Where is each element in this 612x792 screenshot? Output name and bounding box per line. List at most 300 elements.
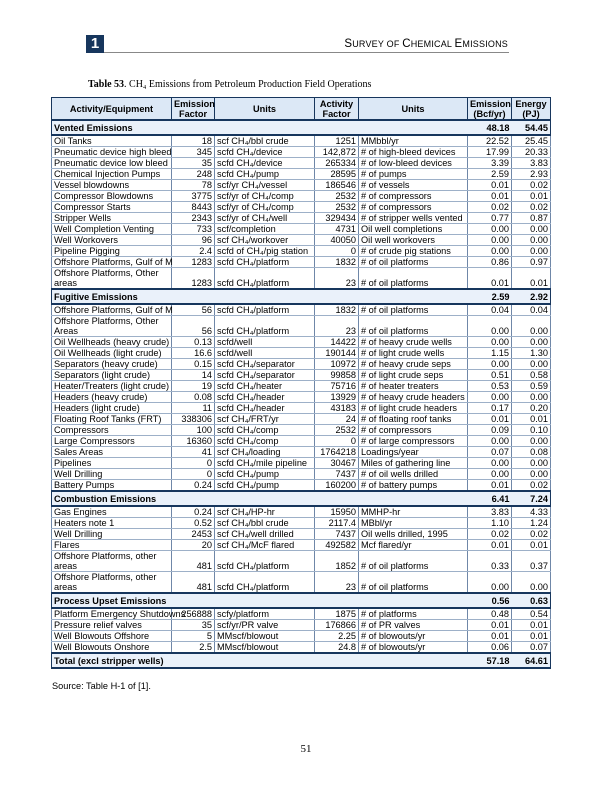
activity-cell: Heaters note 1	[52, 518, 172, 529]
energy-pj-cell: 0.00	[512, 246, 551, 257]
emission-factor-cell: 11	[172, 403, 215, 414]
table-row	[52, 359, 551, 370]
table-row	[52, 620, 551, 631]
activity-factor-cell: 1764218	[315, 447, 359, 458]
table-row	[52, 348, 551, 359]
emission-factor-cell: 0.52	[172, 518, 215, 529]
table-row	[52, 631, 551, 642]
energy-pj-cell: 0.97	[512, 257, 551, 268]
activity-cell: Pipelines	[52, 458, 172, 469]
activity-cell: Separators (heavy crude)	[52, 359, 172, 370]
emission-bcf-cell: 0.01	[468, 480, 512, 492]
energy-pj-cell: 0.08	[512, 447, 551, 458]
activity-factor-units-cell: # of heavy crude seps	[359, 359, 468, 370]
table-caption-label: Table 53	[88, 79, 125, 90]
activity-factor-cell: 13929	[315, 392, 359, 403]
emission-factor-units-cell: scfd CH₄/platform	[215, 304, 315, 316]
emission-factor-units-cell: scf CH₄/well drilled	[215, 529, 315, 540]
table-row	[52, 268, 551, 290]
column-header: Energy (PJ)	[512, 98, 551, 121]
activity-factor-units-cell: # of oil platforms	[359, 257, 468, 268]
column-header: Emission (Bcf/yr)	[468, 98, 512, 121]
running-title-part: E	[454, 38, 463, 50]
page-number: 51	[300, 743, 312, 755]
emission-factor-cell: 20	[172, 540, 215, 551]
emission-factor-cell: 16360	[172, 436, 215, 447]
table-row	[52, 392, 551, 403]
total-row	[52, 653, 551, 668]
section-label: Combustion Emissions	[52, 491, 468, 506]
emission-factor-cell: 3775	[172, 191, 215, 202]
activity-factor-units-cell: # of light crude headers	[359, 403, 468, 414]
emission-bcf-cell: 0.02	[468, 529, 512, 540]
activity-cell: Offshore Platforms, other areas	[52, 551, 172, 572]
emission-bcf-cell: 3.39	[468, 158, 512, 169]
emission-factor-units-cell: scf/yr CH₄/vessel	[215, 180, 315, 191]
activity-factor-cell: 30467	[315, 458, 359, 469]
energy-pj-cell: 0.00	[512, 224, 551, 235]
activity-factor-units-cell: # of heater treaters	[359, 381, 468, 392]
emission-bcf-cell: 1.15	[468, 348, 512, 359]
running-title	[344, 38, 508, 50]
energy-pj-cell: 1.30	[512, 348, 551, 359]
section-label: Total (excl stripper wells)	[52, 653, 468, 668]
emission-factor-cell: 481	[172, 551, 215, 572]
activity-factor-units-cell: # of vessels	[359, 180, 468, 191]
activity-cell: Offshore Platforms, other areas	[52, 572, 172, 594]
activity-factor-units-cell: # of low-bleed devices	[359, 158, 468, 169]
activity-factor-cell: 186546	[315, 180, 359, 191]
activity-factor-cell: 1832	[315, 257, 359, 268]
emission-bcf-cell: 0.00	[468, 458, 512, 469]
energy-pj-cell: 0.00	[512, 235, 551, 246]
emission-bcf-cell: 0.00	[468, 337, 512, 348]
emission-factor-cell: 0.13	[172, 337, 215, 348]
emission-factor-units-cell: scfd of CH₄/pig station	[215, 246, 315, 257]
running-title-part: URVEY OF	[352, 39, 403, 49]
table-row	[52, 246, 551, 257]
emission-factor-units-cell: scf CH₄/bbl crude	[215, 135, 315, 147]
activity-factor-units-cell: # of oil platforms	[359, 268, 468, 290]
table-row	[52, 551, 551, 572]
table-row	[52, 436, 551, 447]
section-energy-total: 7.24	[512, 491, 551, 506]
activity-cell: Offshore Platforms, Other areas	[52, 268, 172, 290]
emission-factor-cell: 0.24	[172, 480, 215, 492]
energy-pj-cell: 20.33	[512, 147, 551, 158]
emission-factor-units-cell: MMscf/blowout	[215, 642, 315, 654]
emission-bcf-cell: 0.51	[468, 370, 512, 381]
emission-bcf-cell: 0.01	[468, 414, 512, 425]
activity-factor-cell: 2.25	[315, 631, 359, 642]
activity-factor-cell: 99858	[315, 370, 359, 381]
emission-bcf-cell: 17.99	[468, 147, 512, 158]
emission-bcf-cell: 0.00	[468, 359, 512, 370]
emission-factor-cell: 481	[172, 572, 215, 594]
activity-factor-units-cell: # of heavy crude headers	[359, 392, 468, 403]
column-header: Units	[215, 98, 315, 121]
energy-pj-cell: 0.02	[512, 480, 551, 492]
energy-pj-cell: 0.00	[512, 458, 551, 469]
table-row	[52, 202, 551, 213]
emission-bcf-cell: 0.00	[468, 436, 512, 447]
section-emission-total: 6.41	[468, 491, 512, 506]
emission-factor-cell: 56	[172, 316, 215, 337]
table-row	[52, 213, 551, 224]
emission-bcf-cell: 0.01	[468, 180, 512, 191]
activity-factor-units-cell: # of large compressors	[359, 436, 468, 447]
section-emission-total: 0.56	[468, 593, 512, 608]
activity-cell: Battery Pumps	[52, 480, 172, 492]
emission-factor-cell: 2.5	[172, 642, 215, 654]
activity-cell: Well Workovers	[52, 235, 172, 246]
activity-cell: Pneumatic device low bleed	[52, 158, 172, 169]
table-caption	[88, 79, 371, 90]
activity-cell: Chemical Injection Pumps	[52, 169, 172, 180]
emission-factor-units-cell: scfd CH₄/separator	[215, 359, 315, 370]
emission-bcf-cell: 0.01	[468, 540, 512, 551]
energy-pj-cell: 0.87	[512, 213, 551, 224]
activity-cell: Platform Emergency Shutdowns	[52, 608, 172, 620]
emission-factor-units-cell: scfd/well	[215, 337, 315, 348]
table-row	[52, 540, 551, 551]
emission-bcf-cell: 0.01	[468, 268, 512, 290]
activity-factor-cell: 40050	[315, 235, 359, 246]
emission-factor-cell: 96	[172, 235, 215, 246]
header-rule	[104, 52, 509, 53]
table-row	[52, 572, 551, 594]
activity-factor-cell: 23	[315, 572, 359, 594]
section-energy-total: 64.61	[512, 653, 551, 668]
energy-pj-cell: 25.45	[512, 135, 551, 147]
emission-factor-cell: 18	[172, 135, 215, 147]
emission-factor-units-cell: scf CH₄/HP-hr	[215, 506, 315, 518]
emission-factor-cell: 0.08	[172, 392, 215, 403]
table-row	[52, 480, 551, 492]
activity-factor-units-cell: # of oil platforms	[359, 572, 468, 594]
emission-factor-cell: 345	[172, 147, 215, 158]
activity-cell: Well Blowouts Offshore	[52, 631, 172, 642]
energy-pj-cell: 0.01	[512, 620, 551, 631]
section-label: Process Upset Emissions	[52, 593, 468, 608]
activity-factor-cell: 160200	[315, 480, 359, 492]
energy-pj-cell: 0.20	[512, 403, 551, 414]
emission-bcf-cell: 0.01	[468, 191, 512, 202]
activity-factor-cell: 1852	[315, 551, 359, 572]
emission-factor-units-cell: scf/yr/PR valve	[215, 620, 315, 631]
activity-factor-cell: 14422	[315, 337, 359, 348]
emission-factor-cell: 0.15	[172, 359, 215, 370]
activity-factor-cell: 4731	[315, 224, 359, 235]
activity-factor-units-cell: # of oil platforms	[359, 316, 468, 337]
activity-cell: Gas Engines	[52, 506, 172, 518]
emission-bcf-cell: 0.02	[468, 202, 512, 213]
chapter-number-badge: 1	[86, 35, 104, 53]
emission-factor-cell: 5	[172, 631, 215, 642]
table-row	[52, 381, 551, 392]
emission-factor-units-cell: scf CH₄/McF flared	[215, 540, 315, 551]
energy-pj-cell: 0.10	[512, 425, 551, 436]
activity-factor-units-cell: # of battery pumps	[359, 480, 468, 492]
activity-cell: Pressure relief valves	[52, 620, 172, 631]
emission-bcf-cell: 0.01	[468, 620, 512, 631]
table-row	[52, 180, 551, 191]
emission-factor-units-cell: scf CH₄/bbl crude	[215, 518, 315, 529]
emission-factor-cell: 8443	[172, 202, 215, 213]
activity-cell: Well Blowouts Onshore	[52, 642, 172, 654]
activity-factor-units-cell: MMbbl/yr	[359, 135, 468, 147]
table-row	[52, 304, 551, 316]
energy-pj-cell: 0.00	[512, 392, 551, 403]
emission-factor-units-cell: scfd CH₄/mile pipeline	[215, 458, 315, 469]
section-header-row	[52, 491, 551, 506]
emission-factor-units-cell: scfd CH₄/platform	[215, 572, 315, 594]
energy-pj-cell: 0.04	[512, 304, 551, 316]
activity-cell: Compressor Blowdowns	[52, 191, 172, 202]
energy-pj-cell: 0.02	[512, 180, 551, 191]
activity-factor-units-cell: # of blowouts/yr	[359, 631, 468, 642]
emission-factor-units-cell: scfd CH₄/header	[215, 403, 315, 414]
table-row	[52, 235, 551, 246]
activity-factor-cell: 28595	[315, 169, 359, 180]
emission-bcf-cell: 1.10	[468, 518, 512, 529]
activity-factor-cell: 492582	[315, 540, 359, 551]
activity-cell: Offshore Platforms, Gulf of M	[52, 257, 172, 268]
section-energy-total: 54.45	[512, 120, 551, 135]
emission-factor-units-cell: scfy/platform	[215, 608, 315, 620]
activity-cell: Offshore Platforms, Gulf of M	[52, 304, 172, 316]
emission-factor-cell: 256888	[172, 608, 215, 620]
emission-factor-cell: 0	[172, 469, 215, 480]
table-row	[52, 414, 551, 425]
emission-factor-cell: 2343	[172, 213, 215, 224]
table-row	[52, 425, 551, 436]
activity-factor-cell: 265334	[315, 158, 359, 169]
emission-factor-cell: 78	[172, 180, 215, 191]
table-row	[52, 447, 551, 458]
emission-bcf-cell: 0.77	[468, 213, 512, 224]
emission-bcf-cell: 0.00	[468, 246, 512, 257]
table-row	[52, 642, 551, 654]
activity-factor-cell: 10972	[315, 359, 359, 370]
activity-factor-units-cell: # of oil platforms	[359, 304, 468, 316]
energy-pj-cell: 0.58	[512, 370, 551, 381]
activity-cell: Compressor Starts	[52, 202, 172, 213]
activity-factor-units-cell: Loadings/year	[359, 447, 468, 458]
activity-factor-cell: 0	[315, 246, 359, 257]
activity-cell: Large Compressors	[52, 436, 172, 447]
emission-factor-cell: 0	[172, 458, 215, 469]
emission-bcf-cell: 0.00	[468, 224, 512, 235]
section-header-row	[52, 120, 551, 135]
activity-cell: Floating Roof Tanks (FRT)	[52, 414, 172, 425]
table-caption-text: . CH₄ Emissions from Petroleum Production Field Operations	[124, 79, 372, 90]
activity-cell: Flares	[52, 540, 172, 551]
activity-factor-units-cell: # of compressors	[359, 425, 468, 436]
energy-pj-cell: 0.00	[512, 469, 551, 480]
emission-factor-cell: 0.24	[172, 506, 215, 518]
activity-factor-units-cell: MBbl/yr	[359, 518, 468, 529]
activity-factor-cell: 43183	[315, 403, 359, 414]
table-row	[52, 337, 551, 348]
energy-pj-cell: 1.24	[512, 518, 551, 529]
activity-factor-units-cell: Oil well workovers	[359, 235, 468, 246]
activity-factor-cell: 7437	[315, 529, 359, 540]
table-row	[52, 158, 551, 169]
energy-pj-cell: 0.01	[512, 191, 551, 202]
energy-pj-cell: 0.00	[512, 359, 551, 370]
activity-factor-units-cell: # of PR valves	[359, 620, 468, 631]
emission-factor-cell: 100	[172, 425, 215, 436]
activity-factor-units-cell: # of oil platforms	[359, 551, 468, 572]
activity-factor-cell: 190144	[315, 348, 359, 359]
emission-bcf-cell: 22.52	[468, 135, 512, 147]
running-title-part: S	[344, 38, 353, 50]
emission-bcf-cell: 0.53	[468, 381, 512, 392]
activity-factor-units-cell: # of pumps	[359, 169, 468, 180]
emission-factor-units-cell: scf CH₄/loading	[215, 447, 315, 458]
energy-pj-cell: 0.01	[512, 268, 551, 290]
activity-factor-cell: 7437	[315, 469, 359, 480]
energy-pj-cell: 0.00	[512, 337, 551, 348]
emission-bcf-cell: 0.09	[468, 425, 512, 436]
emission-factor-cell: 35	[172, 620, 215, 631]
table-row	[52, 316, 551, 337]
activity-cell: Headers (heavy crude)	[52, 392, 172, 403]
activity-factor-cell: 23	[315, 268, 359, 290]
emission-factor-units-cell: scfd CH₄/pump	[215, 169, 315, 180]
table-row	[52, 370, 551, 381]
emission-factor-cell: 2453	[172, 529, 215, 540]
activity-factor-cell: 75716	[315, 381, 359, 392]
activity-cell: Pneumatic device high bleed	[52, 147, 172, 158]
activity-cell: Sales Areas	[52, 447, 172, 458]
activity-factor-units-cell: # of light crude seps	[359, 370, 468, 381]
section-energy-total: 0.63	[512, 593, 551, 608]
emission-factor-units-cell: MMscf/blowout	[215, 631, 315, 642]
emission-bcf-cell: 0.06	[468, 642, 512, 654]
activity-cell: Heater/Treaters (light crude)	[52, 381, 172, 392]
table-body	[52, 120, 551, 668]
energy-pj-cell: 0.01	[512, 631, 551, 642]
activity-factor-units-cell: # of heavy crude wells	[359, 337, 468, 348]
emission-factor-units-cell: scfd CH₄/heater	[215, 381, 315, 392]
emission-bcf-cell: 0.00	[468, 469, 512, 480]
activity-cell: Headers (light crude)	[52, 403, 172, 414]
table-row	[52, 224, 551, 235]
table-header-row	[52, 98, 551, 121]
energy-pj-cell: 0.00	[512, 316, 551, 337]
activity-cell: Offshore Platforms, Other Areas	[52, 316, 172, 337]
source-note: Source: Table H-1 of [1].	[52, 681, 151, 691]
emission-factor-cell: 1283	[172, 268, 215, 290]
emission-factor-units-cell: scfd CH₄/pump	[215, 469, 315, 480]
section-label: Vented Emissions	[52, 120, 468, 135]
emission-factor-cell: 41	[172, 447, 215, 458]
emission-bcf-cell: 0.00	[468, 235, 512, 246]
emission-bcf-cell: 0.04	[468, 304, 512, 316]
section-emission-total: 2.59	[468, 289, 512, 304]
activity-factor-units-cell: # of light crude wells	[359, 348, 468, 359]
activity-factor-cell: 2532	[315, 191, 359, 202]
activity-cell: Pipeline Pigging	[52, 246, 172, 257]
activity-cell: Stripper Wells	[52, 213, 172, 224]
energy-pj-cell: 2.93	[512, 169, 551, 180]
emission-factor-units-cell: scf/completion	[215, 224, 315, 235]
running-title-part: MISSIONS	[462, 39, 508, 49]
energy-pj-cell: 3.83	[512, 158, 551, 169]
running-title-part: C	[402, 38, 411, 50]
activity-factor-units-cell: # of oil wells drilled	[359, 469, 468, 480]
energy-pj-cell: 0.00	[512, 436, 551, 447]
emissions-table	[51, 97, 551, 669]
activity-factor-units-cell: # of floating roof tanks	[359, 414, 468, 425]
activity-factor-cell: 329434	[315, 213, 359, 224]
emission-bcf-cell: 0.33	[468, 551, 512, 572]
table-row	[52, 469, 551, 480]
activity-factor-units-cell: Oil wells drilled, 1995	[359, 529, 468, 540]
emission-factor-units-cell: scfd CH₄/comp	[215, 436, 315, 447]
table-row	[52, 458, 551, 469]
activity-factor-cell: 24.8	[315, 642, 359, 654]
activity-cell: Vessel blowdowns	[52, 180, 172, 191]
activity-factor-units-cell: # of blowouts/yr	[359, 642, 468, 654]
energy-pj-cell: 0.00	[512, 572, 551, 594]
activity-cell: Well Drilling	[52, 529, 172, 540]
activity-factor-cell: 23	[315, 316, 359, 337]
emission-factor-cell: 733	[172, 224, 215, 235]
emission-factor-units-cell: scfd CH₄/platform	[215, 257, 315, 268]
activity-factor-cell: 176866	[315, 620, 359, 631]
activity-factor-cell: 24	[315, 414, 359, 425]
emission-bcf-cell: 0.00	[468, 392, 512, 403]
emission-bcf-cell: 0.86	[468, 257, 512, 268]
activity-factor-cell: 2532	[315, 202, 359, 213]
emission-factor-units-cell: scfd CH₄/platform	[215, 268, 315, 290]
emission-factor-cell: 338306	[172, 414, 215, 425]
energy-pj-cell: 0.02	[512, 529, 551, 540]
section-header-row	[52, 593, 551, 608]
emission-factor-cell: 248	[172, 169, 215, 180]
emission-factor-cell: 16.6	[172, 348, 215, 359]
emission-bcf-cell: 0.48	[468, 608, 512, 620]
activity-factor-units-cell: # of stripper wells vented	[359, 213, 468, 224]
emission-factor-cell: 35	[172, 158, 215, 169]
emission-factor-units-cell: scf CH₄/FRT/yr	[215, 414, 315, 425]
emission-bcf-cell: 0.00	[468, 316, 512, 337]
table-row	[52, 529, 551, 540]
emission-factor-cell: 2.4	[172, 246, 215, 257]
activity-factor-units-cell: # of crude pig stations	[359, 246, 468, 257]
emission-bcf-cell: 0.01	[468, 631, 512, 642]
activity-factor-units-cell: Mcf flared/yr	[359, 540, 468, 551]
activity-cell: Well Completion Venting	[52, 224, 172, 235]
column-header: Activity/Equipment	[52, 98, 172, 121]
column-header: Activity Factor	[315, 98, 359, 121]
energy-pj-cell: 0.02	[512, 202, 551, 213]
activity-factor-units-cell: # of compressors	[359, 191, 468, 202]
table-row	[52, 257, 551, 268]
section-emission-total: 57.18	[468, 653, 512, 668]
emission-bcf-cell: 0.17	[468, 403, 512, 414]
emission-factor-units-cell: scfd CH₄/separator	[215, 370, 315, 381]
emission-factor-units-cell: scfd CH₄/header	[215, 392, 315, 403]
section-emission-total: 48.18	[468, 120, 512, 135]
section-label: Fugitive Emissions	[52, 289, 468, 304]
table-row	[52, 191, 551, 202]
emission-factor-cell: 56	[172, 304, 215, 316]
activity-factor-cell: 0	[315, 436, 359, 447]
